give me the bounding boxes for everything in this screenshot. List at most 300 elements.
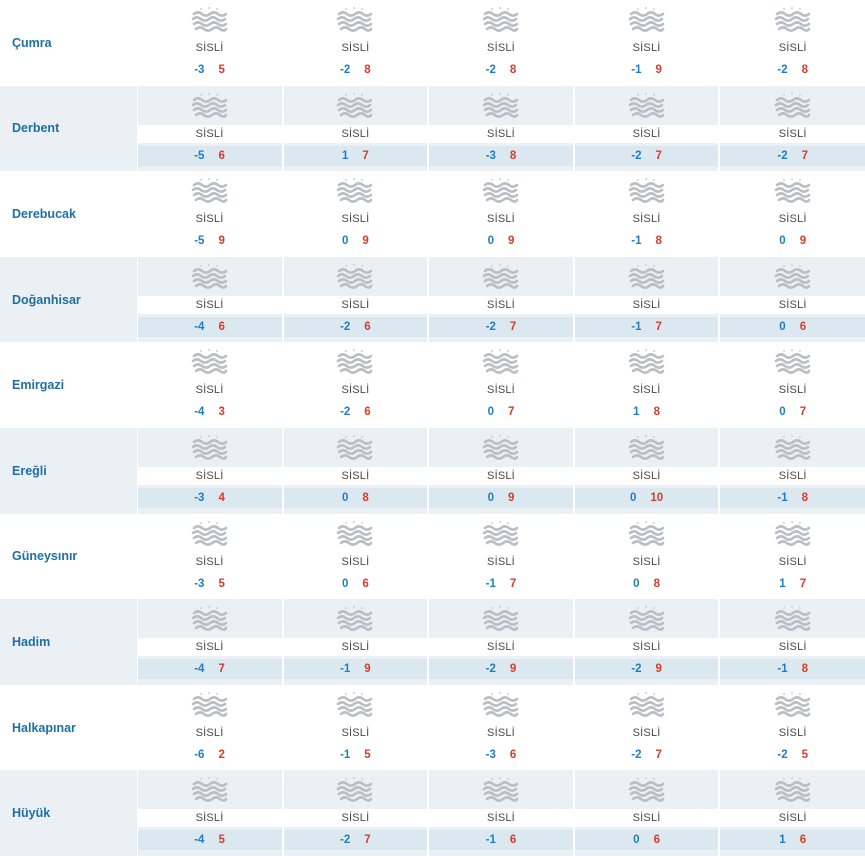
condition-label: SİSLİ — [487, 726, 515, 739]
condition-label: SİSLİ — [341, 555, 370, 568]
condition-label: SİSLİ — [487, 384, 515, 397]
fog-icon — [188, 689, 232, 723]
temperature-range — [575, 146, 719, 166]
district-name-cell[interactable] — [0, 599, 137, 685]
fog-icon — [771, 90, 815, 124]
condition-label: SİSLİ — [778, 726, 807, 739]
temperature-range — [284, 488, 428, 508]
condition-label: SİSLİ — [429, 638, 573, 656]
condition-label: SİSLİ — [778, 42, 807, 54]
forecast-day-cell — [283, 171, 429, 257]
high-temperature: 8 — [653, 406, 660, 419]
district-name: Emirgazi — [12, 378, 65, 393]
high-temperature: 9 — [364, 663, 371, 676]
low-temperature: 0 — [779, 235, 786, 248]
forecast-day-cell — [719, 770, 865, 856]
temperature-range — [575, 317, 719, 337]
fog-icon — [479, 603, 523, 637]
forecast-day-cell — [428, 0, 574, 86]
temperature-range — [284, 659, 428, 679]
low-temperature: -2 — [777, 748, 788, 761]
high-temperature: 5 — [801, 748, 808, 761]
table-row — [0, 685, 865, 771]
fog-icon — [479, 175, 523, 209]
condition-label: SİSLİ — [778, 213, 807, 226]
district-name: Derbent — [12, 121, 60, 136]
temperature-range — [284, 574, 428, 594]
temperature-range — [720, 488, 865, 508]
forecast-day-cell — [719, 599, 865, 685]
district-name: Ereğli — [12, 463, 47, 478]
low-temperature: -2 — [777, 149, 788, 162]
temperature-range — [429, 402, 573, 422]
forecast-day-cell — [137, 342, 283, 428]
temperature-range — [138, 317, 282, 337]
temperature-range — [138, 488, 282, 508]
temperature-range — [575, 830, 719, 850]
high-temperature: 8 — [509, 64, 517, 76]
condition-label: SİSLİ — [575, 638, 719, 656]
temperature-range — [720, 231, 865, 251]
fog-icon — [625, 689, 669, 723]
high-temperature: 9 — [507, 235, 515, 248]
table-row — [0, 514, 865, 600]
condition-label: SİSLİ — [341, 42, 370, 54]
condition-label: SİSLİ — [195, 726, 224, 739]
high-temperature: 8 — [364, 64, 371, 76]
high-temperature: 8 — [362, 491, 369, 504]
low-temperature: -4 — [194, 406, 205, 419]
high-temperature: 9 — [362, 235, 369, 248]
table-row — [0, 86, 865, 172]
high-temperature: 6 — [364, 320, 371, 333]
low-temperature: -1 — [631, 64, 642, 76]
condition-label: SİSLİ — [195, 555, 224, 568]
condition-label: SİSLİ — [195, 42, 224, 54]
low-temperature: 1 — [779, 834, 786, 847]
fog-icon — [479, 518, 523, 552]
fog-icon — [188, 175, 232, 209]
temperature-range — [720, 830, 865, 850]
fog-icon — [333, 518, 377, 552]
temperature-range — [138, 146, 282, 166]
fog-icon — [333, 432, 377, 466]
temperature-range — [720, 317, 865, 337]
temperature-range — [575, 231, 719, 251]
temperature-range — [429, 231, 573, 251]
fog-icon — [625, 518, 669, 552]
high-temperature: 6 — [364, 406, 371, 419]
forecast-day-cell — [719, 86, 865, 172]
table-row — [0, 770, 865, 856]
forecast-day-cell — [574, 428, 720, 514]
low-temperature: -2 — [631, 149, 642, 162]
condition-label: SİSLİ — [341, 726, 370, 739]
temperature-range — [284, 830, 428, 850]
low-temperature: -3 — [194, 64, 205, 76]
condition-label: SİSLİ — [138, 809, 282, 827]
fog-icon — [771, 346, 815, 380]
forecast-day-cell — [137, 514, 283, 600]
fog-icon — [333, 346, 377, 380]
low-temperature: 0 — [779, 406, 786, 419]
high-temperature: 8 — [653, 577, 660, 590]
temperature-range — [284, 745, 428, 765]
low-temperature: 1 — [633, 406, 640, 419]
low-temperature: 0 — [487, 235, 494, 248]
fog-icon — [625, 603, 669, 637]
temperature-range — [138, 574, 282, 594]
district-name-cell[interactable] — [0, 257, 137, 343]
fog-icon — [479, 346, 523, 380]
fog-icon — [188, 261, 232, 295]
fog-icon — [333, 90, 377, 124]
fog-icon — [188, 432, 232, 466]
fog-icon — [771, 689, 815, 723]
condition-label: SİSLİ — [429, 809, 573, 827]
high-temperature: 6 — [799, 320, 807, 333]
high-temperature: 7 — [364, 834, 371, 847]
forecast-day-cell — [283, 599, 429, 685]
high-temperature: 9 — [507, 491, 515, 504]
high-temperature: 8 — [509, 149, 517, 162]
forecast-day-cell — [283, 342, 429, 428]
table-row — [0, 342, 865, 428]
forecast-day-cell — [719, 428, 865, 514]
fog-icon — [333, 689, 377, 723]
low-temperature: -2 — [631, 748, 642, 761]
district-name: Derebucak — [12, 206, 76, 221]
low-temperature: -1 — [777, 491, 788, 504]
forecast-day-cell — [428, 599, 574, 685]
low-temperature: 0 — [341, 577, 349, 590]
low-temperature: 1 — [779, 577, 786, 590]
condition-label: SİSLİ — [284, 125, 428, 143]
forecast-day-cell — [719, 171, 865, 257]
forecast-day-cell — [574, 599, 720, 685]
low-temperature: -2 — [777, 64, 788, 76]
low-temperature: -3 — [485, 748, 496, 761]
condition-label: SİSLİ — [429, 467, 573, 485]
forecast-day-cell — [137, 599, 283, 685]
low-temperature: -2 — [485, 64, 496, 76]
forecast-day-cell — [283, 86, 429, 172]
condition-label: SİSLİ — [632, 384, 661, 397]
condition-label: SİSLİ — [487, 555, 515, 568]
fog-icon — [771, 261, 815, 295]
district-name-cell[interactable] — [0, 685, 137, 771]
high-temperature: 7 — [509, 320, 517, 333]
condition-label: SİSLİ — [720, 809, 865, 827]
condition-label: SİSLİ — [138, 467, 282, 485]
condition-label: SİSLİ — [575, 296, 719, 314]
high-temperature: 9 — [218, 235, 225, 248]
low-temperature: 0 — [779, 320, 786, 333]
forecast-day-cell — [137, 428, 283, 514]
fog-icon — [771, 432, 815, 466]
low-temperature: -4 — [194, 320, 205, 333]
temperature-range — [429, 659, 573, 679]
table-row — [0, 0, 865, 86]
low-temperature: 0 — [633, 834, 640, 847]
low-temperature: -2 — [485, 320, 496, 333]
low-temperature: -1 — [485, 834, 496, 847]
temperature-range — [284, 317, 428, 337]
fog-icon — [771, 175, 815, 209]
fog-icon — [625, 175, 669, 209]
low-temperature: -1 — [631, 235, 642, 248]
high-temperature: 7 — [801, 149, 808, 162]
high-temperature: 5 — [218, 577, 225, 590]
temperature-range — [720, 60, 865, 80]
condition-label: SİSLİ — [632, 726, 661, 739]
low-temperature: 1 — [341, 149, 349, 162]
temperature-range — [284, 146, 428, 166]
forecast-day-cell — [428, 514, 574, 600]
low-temperature: -3 — [485, 149, 496, 162]
temperature-range — [138, 60, 282, 80]
condition-label: SİSLİ — [575, 467, 719, 485]
condition-label: SİSLİ — [284, 467, 428, 485]
forecast-day-cell — [574, 342, 720, 428]
temperature-range — [429, 745, 573, 765]
condition-label: SİSLİ — [284, 296, 428, 314]
condition-label: SİSLİ — [720, 125, 865, 143]
high-temperature: 5 — [218, 834, 225, 847]
condition-label: SİSLİ — [575, 125, 719, 143]
forecast-day-cell — [574, 514, 720, 600]
fog-icon — [771, 518, 815, 552]
temperature-range — [720, 659, 865, 679]
temperature-range — [429, 60, 573, 80]
high-temperature: 6 — [799, 834, 807, 847]
district-name-cell[interactable] — [0, 428, 137, 514]
condition-label: SİSLİ — [429, 296, 573, 314]
table-row — [0, 599, 865, 685]
forecast-day-cell — [137, 257, 283, 343]
district-name-cell[interactable] — [0, 86, 137, 172]
forecast-day-cell — [719, 257, 865, 343]
condition-label: SİSLİ — [341, 384, 370, 397]
high-temperature: 8 — [655, 235, 662, 248]
forecast-day-cell — [719, 685, 865, 771]
district-name: Doğanhisar — [12, 292, 81, 307]
temperature-range — [429, 830, 573, 850]
forecast-day-cell — [428, 342, 574, 428]
temperature-range — [575, 402, 719, 422]
low-temperature: -4 — [194, 834, 205, 847]
temperature-range — [429, 317, 573, 337]
district-name-cell[interactable] — [0, 514, 137, 600]
fog-icon — [479, 432, 523, 466]
high-temperature: 7 — [218, 663, 225, 676]
forecast-day-cell — [137, 770, 283, 856]
low-temperature: -5 — [194, 149, 205, 162]
temperature-range — [284, 231, 428, 251]
forecast-day-cell — [574, 0, 720, 86]
fog-icon — [479, 90, 523, 124]
high-temperature: 6 — [509, 834, 517, 847]
condition-label: SİSLİ — [195, 384, 224, 397]
high-temperature: 10 — [650, 491, 664, 504]
condition-label: SİSLİ — [195, 213, 224, 226]
low-temperature: 0 — [341, 235, 349, 248]
high-temperature: 7 — [655, 149, 662, 162]
high-temperature: 6 — [509, 748, 517, 761]
temperature-range — [138, 231, 282, 251]
condition-label: SİSLİ — [632, 213, 661, 226]
condition-label: SİSLİ — [720, 638, 865, 656]
forecast-day-cell — [428, 86, 574, 172]
district-name: Hadim — [12, 634, 51, 649]
low-temperature: -1 — [340, 663, 351, 676]
low-temperature: 0 — [629, 491, 637, 504]
high-temperature: 7 — [799, 577, 807, 590]
temperature-range — [720, 146, 865, 166]
forecast-day-cell — [428, 685, 574, 771]
forecast-day-cell — [137, 171, 283, 257]
high-temperature: 5 — [218, 64, 225, 76]
forecast-day-cell — [719, 342, 865, 428]
high-temperature: 7 — [507, 406, 515, 419]
forecast-day-cell — [283, 514, 429, 600]
condition-label: SİSLİ — [632, 555, 661, 568]
forecast-day-cell — [137, 0, 283, 86]
temperature-range — [284, 402, 428, 422]
fog-icon — [479, 4, 523, 38]
condition-label: SİSLİ — [487, 213, 515, 226]
temperature-range — [138, 659, 282, 679]
low-temperature: 0 — [341, 491, 349, 504]
forecast-day-cell — [137, 86, 283, 172]
forecast-day-cell — [283, 257, 429, 343]
district-name-cell[interactable] — [0, 0, 137, 86]
low-temperature: -2 — [485, 663, 496, 676]
high-temperature: 7 — [799, 406, 807, 419]
low-temperature: -3 — [194, 577, 205, 590]
temperature-range — [138, 402, 282, 422]
table-row — [0, 171, 865, 257]
fog-icon — [625, 774, 669, 808]
low-temperature: -6 — [194, 748, 205, 761]
temperature-range — [575, 60, 719, 80]
high-temperature: 9 — [799, 235, 807, 248]
forecast-day-cell — [574, 257, 720, 343]
fog-icon — [479, 689, 523, 723]
condition-label: SİSLİ — [429, 125, 573, 143]
temperature-range — [138, 830, 282, 850]
low-temperature: -1 — [777, 663, 788, 676]
temperature-range — [138, 745, 282, 765]
high-temperature: 9 — [509, 663, 517, 676]
forecast-day-cell — [428, 428, 574, 514]
district-name: Hüyük — [12, 806, 51, 821]
fog-icon — [333, 261, 377, 295]
condition-label: SİSLİ — [341, 213, 370, 226]
low-temperature: -2 — [631, 663, 642, 676]
temperature-range — [284, 60, 428, 80]
low-temperature: -3 — [194, 491, 205, 504]
forecast-day-cell — [283, 428, 429, 514]
fog-icon — [188, 603, 232, 637]
forecast-day-cell — [283, 0, 429, 86]
condition-label: SİSLİ — [138, 296, 282, 314]
forecast-day-cell — [719, 0, 865, 86]
condition-label: SİSLİ — [632, 42, 661, 54]
high-temperature: 6 — [362, 577, 369, 590]
high-temperature: 7 — [655, 748, 662, 761]
fog-icon — [625, 90, 669, 124]
fog-icon — [333, 603, 377, 637]
low-temperature: 0 — [487, 406, 494, 419]
high-temperature: 7 — [362, 149, 369, 162]
fog-icon — [188, 518, 232, 552]
temperature-range — [575, 574, 719, 594]
forecast-day-cell — [574, 770, 720, 856]
temperature-range — [429, 146, 573, 166]
forecast-day-cell — [719, 514, 865, 600]
fog-icon — [188, 4, 232, 38]
temperature-range — [720, 574, 865, 594]
low-temperature: -2 — [340, 64, 351, 76]
high-temperature: 7 — [509, 577, 517, 590]
condition-label: SİSLİ — [284, 638, 428, 656]
fog-icon — [625, 346, 669, 380]
high-temperature: 9 — [655, 663, 662, 676]
fog-icon — [771, 603, 815, 637]
temperature-range — [429, 488, 573, 508]
high-temperature: 3 — [218, 406, 225, 419]
temperature-range — [575, 659, 719, 679]
table-row — [0, 428, 865, 514]
condition-label: SİSLİ — [720, 296, 865, 314]
low-temperature: -2 — [340, 406, 351, 419]
condition-label: SİSLİ — [138, 638, 282, 656]
high-temperature: 8 — [801, 491, 808, 504]
forecast-day-cell — [574, 685, 720, 771]
district-name-cell[interactable] — [0, 770, 137, 856]
table-row — [0, 257, 865, 343]
fog-icon — [479, 261, 523, 295]
condition-label: SİSLİ — [487, 42, 515, 54]
fog-icon — [188, 774, 232, 808]
low-temperature: -1 — [340, 748, 351, 761]
forecast-day-cell — [428, 171, 574, 257]
temperature-range — [429, 574, 573, 594]
fog-icon — [625, 4, 669, 38]
low-temperature: -2 — [340, 320, 351, 333]
forecast-day-cell — [283, 770, 429, 856]
forecast-day-cell — [574, 86, 720, 172]
temperature-range — [575, 488, 719, 508]
low-temperature: -5 — [194, 235, 205, 248]
high-temperature: 9 — [655, 64, 662, 76]
fog-icon — [333, 774, 377, 808]
district-name-cell[interactable] — [0, 171, 137, 257]
district-name: Çumra — [12, 35, 52, 50]
temperature-range — [720, 745, 865, 765]
forecast-day-cell — [428, 257, 574, 343]
forecast-day-cell — [574, 171, 720, 257]
high-temperature: 7 — [655, 320, 662, 333]
condition-label: SİSLİ — [284, 809, 428, 827]
forecast-day-cell — [428, 770, 574, 856]
condition-label: SİSLİ — [575, 809, 719, 827]
low-temperature: -2 — [340, 834, 351, 847]
low-temperature: 0 — [633, 577, 640, 590]
district-name-cell[interactable] — [0, 342, 137, 428]
fog-icon — [188, 90, 232, 124]
